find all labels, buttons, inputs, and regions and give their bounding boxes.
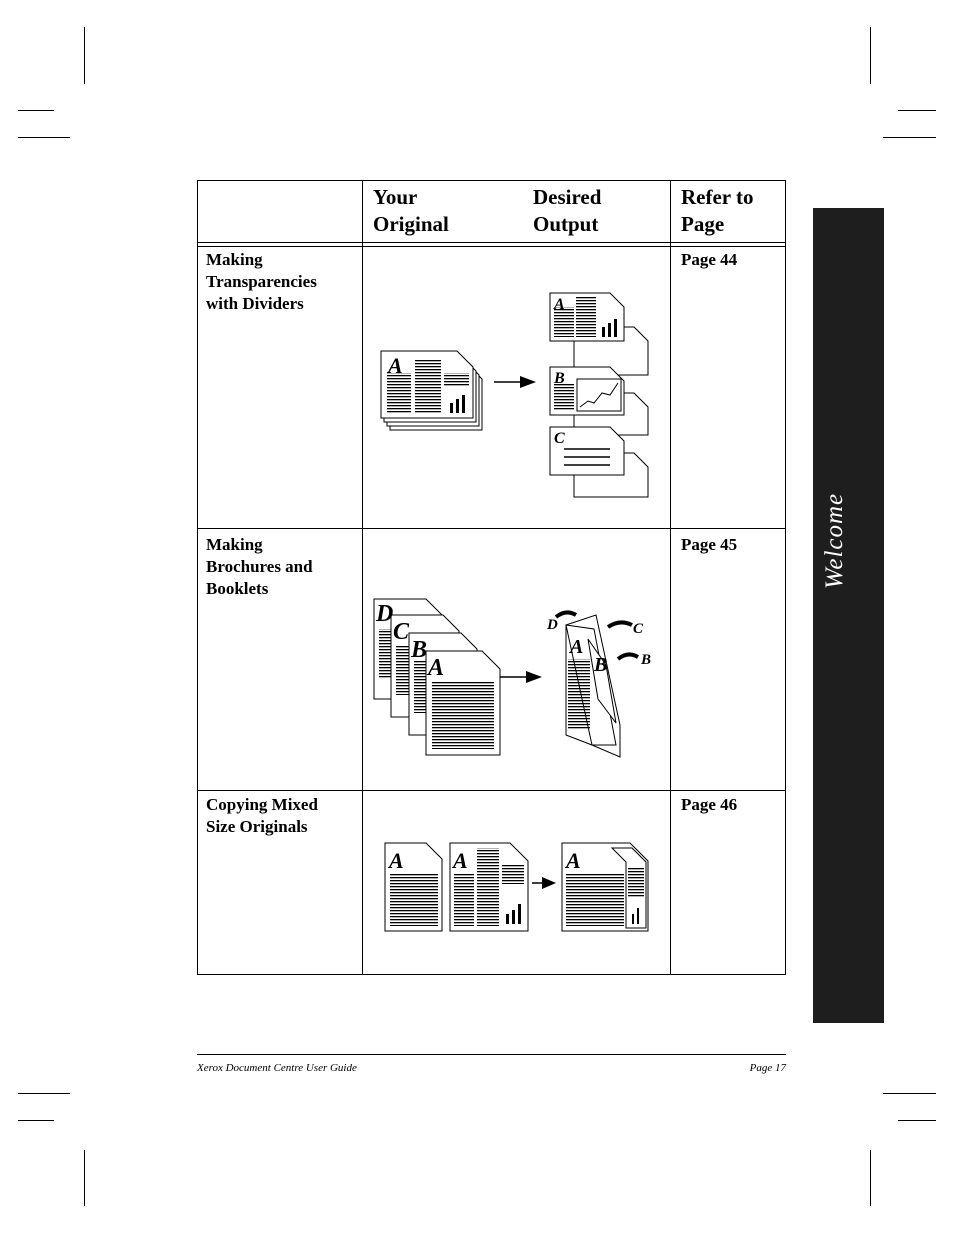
crop-mark: [883, 137, 936, 138]
header-line: Refer to: [681, 185, 754, 209]
feature-line: Making: [206, 250, 263, 269]
feature-line: Size Originals: [206, 817, 308, 836]
header-refer-to-page: [681, 184, 754, 238]
page-letter: D: [376, 601, 394, 627]
feature-line: Transparencies: [206, 272, 317, 291]
output-letter: A: [554, 296, 565, 313]
header-line: Page: [681, 212, 725, 236]
crop-mark: [18, 1120, 54, 1121]
header-line: Original: [373, 212, 449, 236]
header-rule: [197, 246, 786, 247]
row-page-reference[interactable]: Page 45: [681, 535, 738, 554]
table-border-bottom: [197, 974, 786, 975]
page-letter: A: [428, 655, 445, 681]
section-tab-label: Welcome: [821, 492, 848, 590]
booklet-illustration: [370, 595, 660, 770]
crop-mark: [870, 1150, 871, 1206]
row-page-reference[interactable]: Page 46: [681, 795, 738, 814]
feature-line: Making: [206, 535, 263, 554]
row-divider: [197, 528, 786, 529]
output-letter: A: [566, 848, 581, 873]
header-desired-output: [533, 184, 601, 238]
booklet-letter: B: [594, 654, 608, 676]
row-feature-label: [206, 794, 318, 838]
crop-mark: [84, 27, 85, 84]
crop-mark: [18, 1093, 70, 1094]
crop-mark: [898, 1120, 936, 1121]
header-line: Your: [373, 185, 418, 209]
feature-line: Copying Mixed: [206, 795, 318, 814]
arrow-icon: [532, 877, 556, 889]
footer-rule: [197, 1054, 786, 1055]
arrow-icon: [494, 376, 536, 388]
section-tab: [813, 208, 884, 1023]
header-line: Output: [533, 212, 599, 236]
column-divider: [670, 180, 671, 975]
crop-mark: [883, 1093, 936, 1094]
booklet-letter: D: [547, 617, 558, 633]
header-your-original: [373, 184, 449, 238]
output-letter: B: [554, 370, 565, 387]
booklet-letter: C: [633, 621, 644, 637]
footer-document-title: Xerox Document Centre User Guide: [197, 1062, 357, 1074]
feature-line: Brochures and: [206, 557, 313, 576]
feature-line: with Dividers: [206, 294, 304, 313]
booklet-letter: B: [641, 652, 652, 668]
page-letter: B: [411, 637, 428, 663]
arrow-icon: [500, 671, 542, 683]
row-divider: [197, 790, 786, 791]
row-feature-label: [206, 534, 313, 600]
page-letter: A: [453, 848, 468, 873]
transparencies-illustration: [370, 285, 660, 510]
crop-mark: [84, 1150, 85, 1206]
header-line: Desired: [533, 185, 602, 209]
footer-page-number: Page 17: [749, 1062, 786, 1074]
header-rule: [197, 242, 786, 243]
crop-mark: [898, 110, 936, 111]
output-letter: C: [554, 430, 565, 447]
mixed-size-illustration: [380, 838, 655, 938]
page-letter: A: [389, 848, 404, 873]
page-letter: C: [393, 619, 410, 645]
original-letter: A: [388, 353, 403, 378]
booklet-letter: A: [570, 636, 584, 658]
row-feature-label: [206, 249, 317, 315]
column-divider: [362, 180, 363, 975]
crop-mark: [870, 27, 871, 84]
crop-mark: [18, 110, 54, 111]
crop-mark: [18, 137, 70, 138]
feature-line: Booklets: [206, 579, 269, 598]
table-border-top: [197, 180, 786, 181]
table-border-right: [785, 180, 786, 975]
row-page-reference[interactable]: Page 44: [681, 250, 738, 269]
table-border-left: [197, 180, 198, 975]
